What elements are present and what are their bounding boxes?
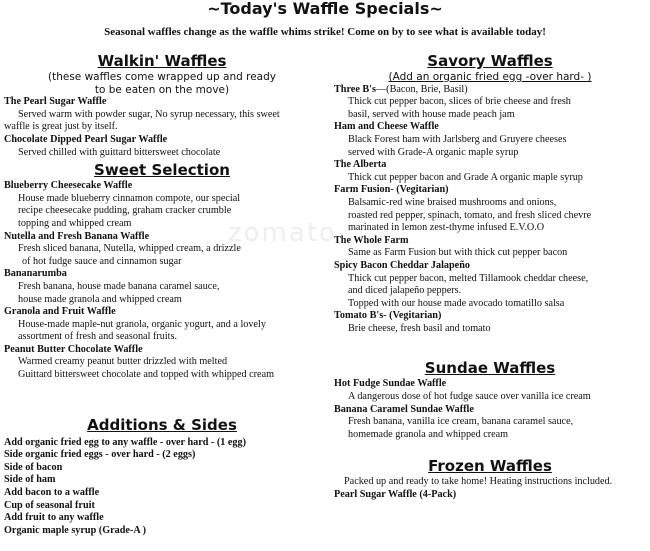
item-desc: Brie cheese, fresh basil and tomato — [348, 322, 491, 334]
item-name: Blueberry Cheesecake Waffle — [4, 180, 133, 192]
item-desc: House made blueberry cinnamon compote, our special — [18, 192, 241, 204]
item-name: The Pearl Sugar Waffle — [4, 96, 107, 108]
item-desc: Packed up and ready to take home! Heating instructions included. — [344, 476, 613, 488]
item-name: Ham and Cheese Waffle — [334, 121, 439, 133]
item-desc: waffle is great just by itself. — [4, 121, 118, 133]
left-column — [4, 52, 320, 537]
item-desc: Fresh sliced banana, Nutella, whipped cream, a drizzle — [18, 243, 241, 255]
item-name: Tomato B's- (Vegitarian) — [334, 310, 442, 322]
watermark: zomato — [228, 218, 337, 248]
section-title-sundae: Sundae Waffles — [424, 359, 556, 378]
intro-text: Seasonal waffles change as the waffle whims strike! Come on by to see what is available today! — [104, 26, 546, 38]
section-title-savory: Savory Waffles — [427, 52, 553, 70]
item-desc: Thick cut pepper bacon, melted Tillamook cheddar cheese, — [348, 272, 589, 284]
item-name-suffix: —(Bacon, Brie, Basil) — [375, 83, 468, 95]
item-name: The Whole Farm — [334, 234, 409, 246]
item-name-row — [334, 84, 646, 97]
list-item: Side organic fried eggs - over hard - (2 eggs) — [4, 449, 196, 461]
list-item: Side of bacon — [4, 461, 63, 473]
list-item: Cup of seasonal fruit — [4, 499, 95, 511]
page-title: ~Today's Waffle Specials~ — [207, 0, 443, 18]
item-name: Nutella and Fresh Banana Waffle — [4, 230, 150, 242]
item-name: Hot Fudge Sundae Waffle — [334, 378, 447, 390]
item-desc: marinated in lemon zest-thyme infused E.V.O.O — [348, 222, 545, 234]
item-desc: Guittard bittersweet chocolate and topped with whipped cream — [18, 369, 275, 381]
item-name: Farm Fusion- (Vegitarian) — [334, 184, 449, 196]
item-name: Spicy Bacon Cheddar Jalapeño — [334, 259, 470, 271]
item-desc: Fresh banana, house made banana caramel sauce, — [18, 280, 220, 292]
savory-subtitle: (Add an organic fried egg -over hard- ) — [388, 71, 592, 83]
item-desc: of hot fudge sauce and cinnamon sugar — [22, 255, 182, 267]
item-desc: Fresh banana, vanilla ice cream, banana caramel sauce, — [348, 416, 574, 428]
item-desc: Served chilled with guittard bittersweet chocolate — [18, 146, 221, 158]
list-item: Add fruit to any waffle — [4, 512, 104, 524]
item-desc: homemade granola and whipped cream — [348, 428, 509, 440]
walkin-subtitle-1: (these waffles come wrapped up and ready — [47, 71, 276, 83]
item-desc: Warmed creamy peanut butter drizzled with melted — [18, 356, 228, 368]
item-desc: Thick cut pepper bacon and Grade A organic maple syrup — [348, 171, 583, 183]
item-name: The Alberta — [334, 159, 387, 171]
item-name: Three B's — [334, 83, 376, 95]
item-desc: Same as Farm Fusion but with thick cut pepper bacon — [348, 247, 568, 259]
item-desc: assortment of fresh and seasonal fruits. — [18, 331, 177, 343]
item-desc: and diced jalapeño peppers. — [348, 285, 462, 297]
item-desc: served with Grade-A organic maple syrup — [348, 146, 519, 158]
item-name: Bananarumba — [4, 268, 67, 280]
list-item: Add bacon to a waffle — [4, 487, 100, 499]
item-desc: recipe cheesecake pudding, graham cracker crumble — [18, 205, 232, 217]
item-desc: topping and whipped cream — [18, 217, 132, 229]
item-desc: Thick cut pepper bacon, slices of brie cheese and fresh — [348, 96, 571, 108]
item-desc: Served warm with powder sugar, No syrup necessary, this sweet — [18, 108, 280, 120]
item-desc: basil, served with house made peach jam — [348, 108, 515, 120]
section-title-walkin: Walkin' Waffles — [97, 52, 227, 70]
walkin-subtitle-2: to be eaten on the move) — [94, 83, 230, 96]
section-title-additions: Additions & Sides — [87, 415, 237, 434]
list-item: Add organic fried egg to any waffle - over hard - (1 egg) — [4, 436, 247, 448]
item-desc: Black Forest ham with Jarlsberg and Gruyere cheeses — [348, 133, 567, 145]
item-desc: roasted red pepper, spinach, tomato, and fresh sliced chevre — [348, 209, 592, 221]
item-name: Banana Caramel Sundae Waffle — [334, 403, 474, 415]
section-title-sweet: Sweet Selection — [94, 161, 230, 180]
right-column — [334, 52, 646, 502]
item-desc: Topped with our house made avocado tomatillo salsa — [348, 297, 565, 309]
list-item: Organic maple syrup (Grade-A ) — [4, 524, 147, 536]
item-name: Pearl Sugar Waffle (4-Pack) — [334, 489, 457, 501]
item-desc: A dangerous dose of hot fudge sauce over vanilla ice cream — [348, 391, 591, 403]
item-desc: Balsamic-red wine braised mushrooms and onions, — [348, 196, 557, 208]
item-desc: House-made maple-nut granola, organic yogurt, and a lovely — [18, 318, 266, 330]
item-desc: house made granola and whipped cream — [18, 293, 182, 305]
item-name: Granola and Fruit Waffle — [4, 306, 116, 318]
section-title-frozen: Frozen Waffles — [428, 457, 552, 476]
item-name: Chocolate Dipped Pearl Sugar Waffle — [4, 133, 168, 145]
list-item: Side of ham — [4, 474, 56, 486]
item-name: Peanut Butter Chocolate Waffle — [4, 343, 143, 355]
